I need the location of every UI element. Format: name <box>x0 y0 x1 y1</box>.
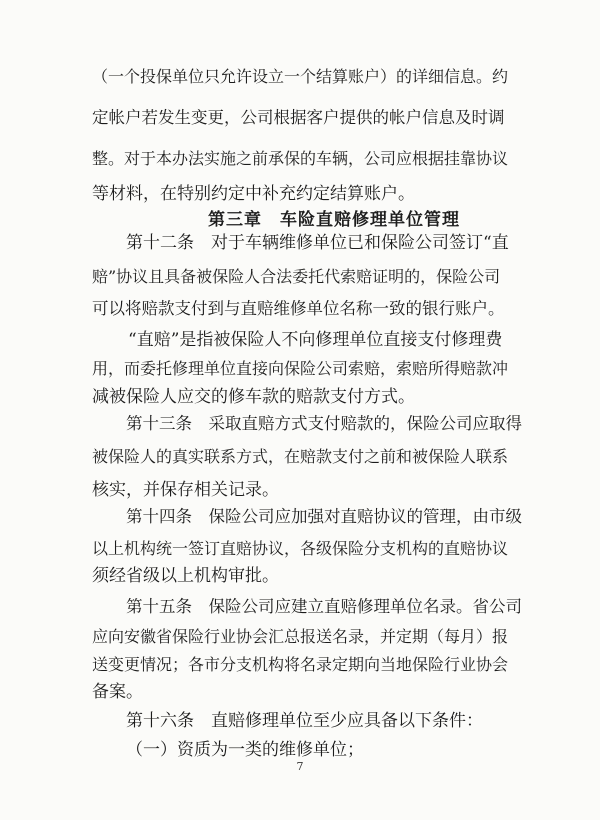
text-line: 被保险人的真实联系方式，在赔款支付之前和被保险人联系 <box>92 447 509 466</box>
text-line: 备案。 <box>92 682 143 702</box>
text-line: 减被保险人应交的修车款的赔款支付方式。 <box>92 387 415 407</box>
text-line: 第十五条 保险公司应建立直赔修理单位名录。省公司 <box>126 597 522 616</box>
page-number: 7 <box>296 760 304 773</box>
text-line: 须经省级以上机构审批。 <box>92 566 279 586</box>
text-line: 等材料，在特别约定中补充约定结算账户。 <box>92 184 415 204</box>
text-line: 整。对于本办法实施之前承保的车辆，公司应根据挂靠协议 <box>92 149 509 168</box>
text-line: 用，而委托修理单位直接向保险公司索赔，索赔所得赔款冲 <box>92 359 509 378</box>
text-line: 第十三条 采取直赔方式支付赔款的，保险公司应取得 <box>126 414 522 433</box>
text-line: 以上机构统一签订直赔协议，各级保险分支机构的直赔协议 <box>92 539 509 558</box>
text-line: 送变更情况；各市分支机构将名录定期向当地保险行业协会 <box>92 655 509 674</box>
text-line: 赔”协议且具备被保险人合法委托代索赔证明的，保险公司 <box>92 267 501 286</box>
text-line: 第十四条 保险公司应加强对直赔协议的管理，由市级 <box>126 507 522 526</box>
text-line: “直赔”是指被保险人不向修理单位直接支付修理费 <box>128 330 503 350</box>
text-line: 可以将赔款支付到与直赔维修单位名称一致的银行账户。 <box>92 299 505 318</box>
text-line: 核实，并保存相关记录。 <box>92 480 279 500</box>
chapter-heading: 第三章 车险直赔修理单位管理 <box>208 210 460 230</box>
text-line: （一个投保单位只允许设立一个结算账户）的详细信息。约 <box>92 67 509 86</box>
text-line: 定帐户若发生变更，公司根据客户提供的帐户信息及时调 <box>92 108 505 127</box>
text-line: 第十六条 直赔修理单位至少应具备以下条件： <box>126 711 483 731</box>
text-line: 第十二条 对于车辆维修单位已和保险公司签订“直 <box>126 233 509 253</box>
text-line: 应向安徽省保险行业协会汇总报送名录，并定期（每月）报 <box>92 627 509 646</box>
text-line: （一）资质为一类的维修单位； <box>126 740 364 760</box>
